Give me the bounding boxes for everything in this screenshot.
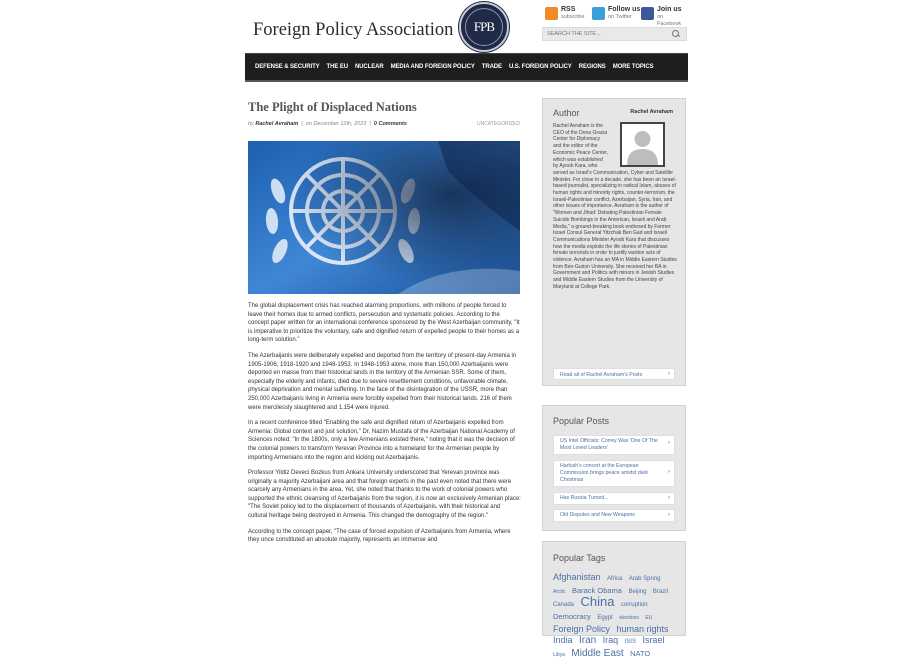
rss-title: RSS xyxy=(561,6,576,13)
chevron-right-icon: › xyxy=(668,512,670,518)
avatar-spacer xyxy=(609,123,679,169)
nav-defense-security[interactable]: DEFENSE & SECURITY xyxy=(255,64,320,70)
tag-link[interactable]: China xyxy=(580,594,615,609)
tag-link[interactable]: Israel xyxy=(642,635,665,645)
nav-us-foreign-policy[interactable]: U.S. FOREIGN POLICY xyxy=(508,64,572,70)
search-box xyxy=(542,27,687,41)
read-all-posts-link[interactable] xyxy=(553,368,675,380)
author-name[interactable]: Rachel Avraham xyxy=(630,109,673,115)
rss-icon xyxy=(545,7,558,20)
twitter-icon xyxy=(592,7,605,20)
search-icon[interactable] xyxy=(671,29,681,39)
facebook-icon xyxy=(641,7,654,20)
tag-link[interactable]: Democracy xyxy=(553,612,591,621)
author-bio xyxy=(553,123,679,291)
article-paragraph: The global displacement crisis has reached alarming proportions, with millions of people forced to leave their homes due to armed conflicts, persecution and systematic policies. According to the concept paper written for an international conference sponsored by the West Azerbaijan community, "It is imperative to prioritize the voluntary, safe and dignified return of expelled people to their homes as a long-term solution." xyxy=(248,303,520,344)
tag-link[interactable]: Africa xyxy=(607,576,623,582)
tag-link[interactable]: EU xyxy=(645,615,653,621)
fpa-seal-logo[interactable] xyxy=(459,2,509,52)
tag-link[interactable]: human rights xyxy=(616,624,669,634)
facebook-sub: on Facebook xyxy=(657,14,682,27)
twitter-link[interactable] xyxy=(592,6,640,21)
popular-post-title: Has Russia Turned... xyxy=(560,495,609,501)
author-link[interactable]: Rachel Avraham xyxy=(255,121,299,127)
page-wrapper xyxy=(245,0,688,659)
article-paragraph: According to the concept paper, "The case of forced expulsion of Azerbaijanis from Armenia, where they once constituted an absolute majority, represents an immense and xyxy=(248,528,511,544)
popular-post-item[interactable] xyxy=(553,460,675,487)
popular-post-item[interactable] xyxy=(553,492,675,505)
rss-link[interactable] xyxy=(545,6,585,21)
rss-sub: subscribe xyxy=(561,14,585,20)
post-date: on December 12th, 2023 xyxy=(305,121,367,127)
popular-post-item[interactable] xyxy=(553,435,675,455)
chevron-right-icon: › xyxy=(668,371,670,377)
chevron-right-icon: › xyxy=(668,469,670,475)
article-paragraph: The Azerbaijanis were deliberately expelled and deported from the territory of present-day Armenia in 1905-1906, 1918-1920 and 1948-1953. In 1948-1953 alone, more than 150,000 Azerbaijanis were deported en masse from their historical lands in the territory of the Armenian SSR. Some of them, especially the elderly and infants, died due to severe resettlement conditions, unfavorable climate, physical deprivation and mental suffering. In the face of the disintegration of the USSR, more than 250,000 Azerbaijanis living in Armenia were forcibly expelled from their historical lands. 216 of them were mercilessly slaughtered and 1,154 were injured. xyxy=(248,352,517,411)
article-paragraph: In a recent conference titled "Enabling the safe and dignified return of Azerbaijanis expelled from Armenia: Global context and just solution," Dr. Nazim Mustafa of the Azerbaijan National Academy of Sciences noted: "In the 1800s, only a few Armenians existed there," noting that it was the decision of the colonial powers to transform Yerevan Province into a homeland for the Armenian people by importing Armenians into the region and kicking out Azerbaijanis. xyxy=(248,420,515,461)
facebook-link[interactable] xyxy=(641,6,688,28)
tag-cloud xyxy=(553,571,681,660)
nav-nuclear[interactable]: NUCLEAR xyxy=(354,64,384,70)
tag-link[interactable]: Iraq xyxy=(602,635,619,645)
comments-link[interactable]: 0 Comments xyxy=(373,121,407,127)
twitter-title: Follow us xyxy=(608,6,641,13)
article-body xyxy=(248,302,521,552)
chevron-right-icon: › xyxy=(668,440,670,446)
tag-link[interactable]: India xyxy=(553,635,573,645)
popular-post-item[interactable] xyxy=(553,509,675,522)
author-widget xyxy=(542,98,686,386)
author-bio-text: Rachel Avraham is the CEO of the Dona Gracia Center for Diplomacy and the editor of the Economic Peace Center, which was established by Ayoob Kara, who served as Israel's Communication, Cyber and Satellite Minister. For close to a decade, she has been an Israel-based journalist, specializing in radical Islam, abuses of human rights and minority rights, counter-terrorism, the Israeli-Palestinian conflict, Azerbaijan, Syria, Iran, and other issues of importance. Avraham is the author of "Women and Jihad: Debating Palestinian Female Suicide Bombings in the American, Israeli and Arab Media," a ground-breaking book endorsed by Former Israel Consul General Yitzchak Ben Gad and Israeli Communications Minister Ayoob Kara that discusses how the media exploits the life stories of Palestinian female terrorists in order to justify wanton acts of violence. Avraham has an MA in Middle Eastern Studies from Ben-Gurion University. She received her BA in Government and Politics with minors in Jewish Studies and Middle Eastern Studies from the University of Maryland at College Park. xyxy=(553,123,677,290)
nav-more-topics[interactable]: MORE TOPICS xyxy=(612,64,654,70)
site-logo-text[interactable]: Foreign Policy Association xyxy=(253,20,454,40)
popular-tags-widget xyxy=(542,541,686,659)
main-nav xyxy=(245,53,688,82)
search-input[interactable] xyxy=(547,31,671,37)
nav-the-eu[interactable]: THE EU xyxy=(326,64,348,70)
popular-posts-heading: Popular Posts xyxy=(553,416,610,426)
facebook-title: Join us xyxy=(657,6,682,13)
nav-trade[interactable]: TRADE xyxy=(481,64,502,70)
tag-link[interactable]: Iran xyxy=(578,635,597,646)
chevron-right-icon: › xyxy=(668,495,670,501)
tag-link[interactable]: Arab Spring xyxy=(628,576,661,582)
post-meta: by Rachel Avraham | on December 12th, 2023 | 0 Comments UNCATEGORIZED xyxy=(248,121,520,127)
tag-link[interactable]: Egypt xyxy=(597,615,613,621)
category-link[interactable]: UNCATEGORIZED xyxy=(477,121,520,127)
tag-link[interactable]: Afghanistan xyxy=(553,572,601,582)
nav-regions[interactable]: REGIONS xyxy=(578,64,606,70)
article-hero-image xyxy=(248,141,520,294)
tag-link[interactable]: Barack Obama xyxy=(571,586,622,595)
article-paragraph: Professor Yildiz Deveci Bozkus from Ankara University underscored that Yerevan province was originally a majority Azerbaijani area and that foreign experts in the past even noted that there were scarcely any Armenians in the area. Yet, she noted that thanks to the work of colonial powers who supported the ethnic cleansing of Azerbaijanis from the region, it is now an exclusively Armenian place: "The Soviet policy led to the displacement of thousands of Azerbaijanis, with their historical and cultural heritage being destroyed in Armenia. This changed the demography of the region." xyxy=(248,470,521,520)
tag-link[interactable]: Beijing xyxy=(628,589,647,595)
tag-link[interactable]: Arctic xyxy=(553,589,566,595)
tag-link[interactable]: Middle East xyxy=(571,648,624,659)
meta-by: by xyxy=(248,121,254,127)
tag-link[interactable]: Canada xyxy=(553,602,575,608)
post-title[interactable]: The Plight of Displaced Nations xyxy=(248,100,417,114)
popular-post-title: Harfush's concert at the European Commission brings peace amidst dark Christmas xyxy=(560,463,648,483)
tag-link[interactable]: Foreign Policy xyxy=(553,624,611,634)
author-heading: Author xyxy=(553,108,580,118)
popular-tags-heading: Popular Tags xyxy=(553,553,606,563)
nav-media-foreign-policy[interactable]: MEDIA AND FOREIGN POLICY xyxy=(390,64,475,70)
tag-link[interactable]: Libya xyxy=(553,652,565,658)
tag-link[interactable]: NATO xyxy=(630,649,651,658)
popular-posts-widget xyxy=(542,405,686,531)
popular-post-title: Old Disputes and New Weapons xyxy=(560,512,635,518)
tag-link[interactable]: Brazil xyxy=(652,589,668,595)
tag-link[interactable]: ISIS xyxy=(624,639,636,645)
tag-link[interactable]: corruption xyxy=(620,602,648,608)
seal-lettering: FPB xyxy=(465,8,503,46)
twitter-sub: on Twitter xyxy=(608,14,632,20)
tag-link[interactable]: elections xyxy=(619,615,639,621)
read-all-label: Read all of Rachel Avraham's Posts xyxy=(560,372,643,378)
popular-post-title: US Intel Officials: Correy Was 'One Of The Most Loved Leaders' xyxy=(560,438,658,451)
